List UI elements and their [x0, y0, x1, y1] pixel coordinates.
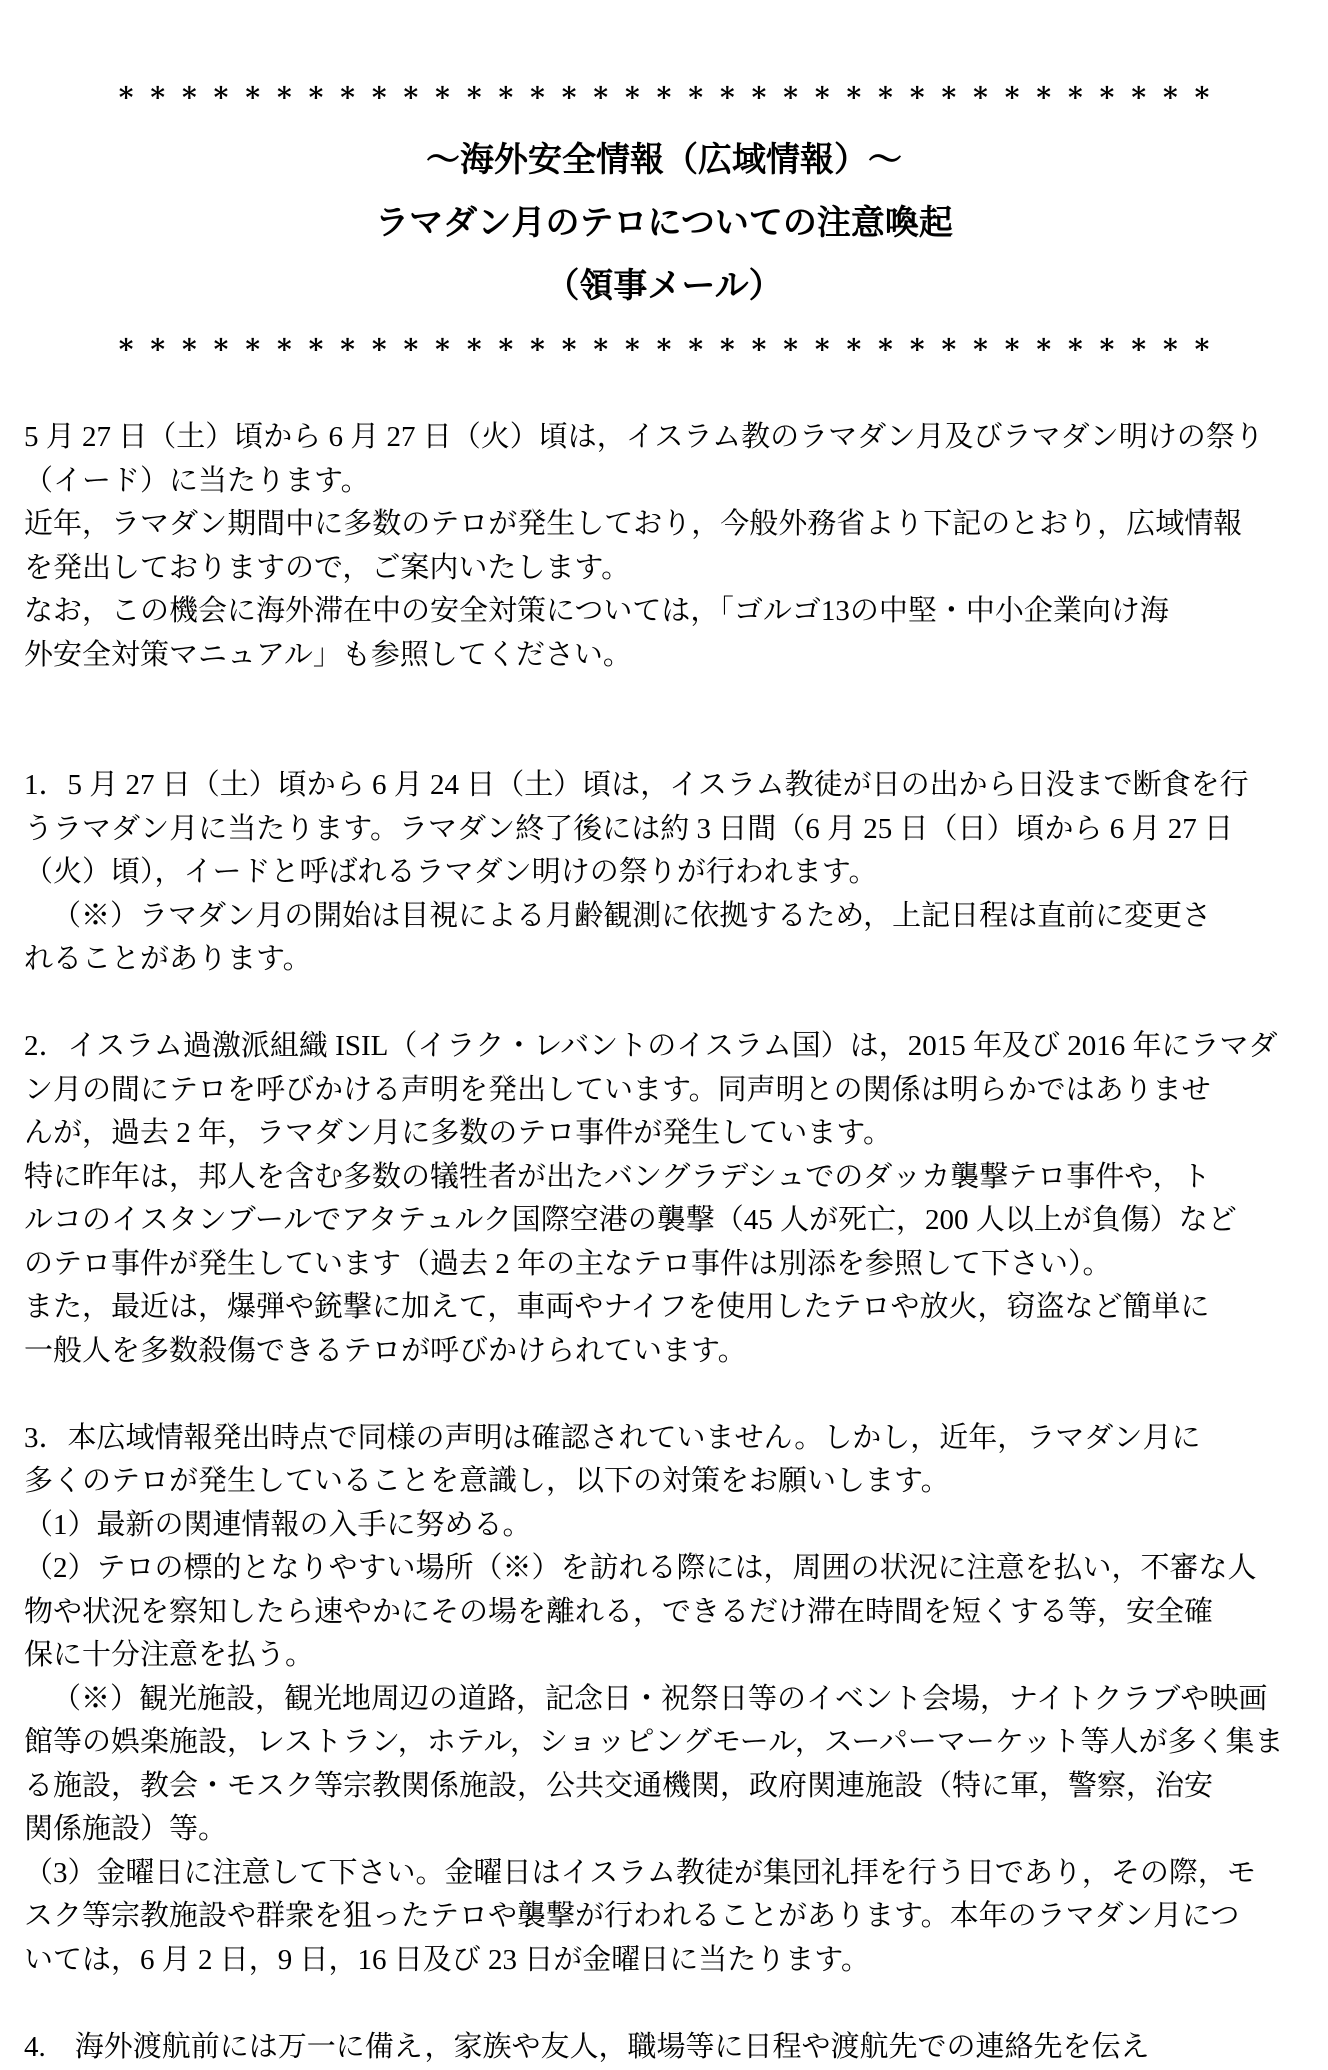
note-line: （※）観光施設，観光地周辺の道路，記念日・祝祭日等のイベント会場，ナイトクラブや映画: [52, 1682, 1268, 1715]
section-2: [24, 1025, 1308, 1373]
intro-paragraph-manual: [24, 590, 1308, 677]
text-line: 近年，ラマダン期間中に多数のテロが発生しており，今般外務省より下記のとおり，広域情報: [24, 508, 1243, 540]
text-line: んが，過去 2 年，ラマダン月に多数のテロ事件が発生しています。: [24, 1117, 892, 1149]
note-line: る施設，教会・モスク等宗教関係施設，公共交通機関，政府関連施設（特に軍，警察，治安: [24, 1769, 1214, 1802]
intro-paragraph-dates: [24, 416, 1308, 503]
text-line: いては，6 月 2 日，9 日，16 日及び 23 日が金曜日に当たります。: [24, 1943, 870, 1976]
text-line: なお，この機会に海外滞在中の安全対策については，「ゴルゴ13の中堅・中小企業向け海: [24, 595, 1169, 627]
text-line: （イード）に当たります。: [24, 464, 370, 497]
list-item-3: （3）金曜日に注意して下さい。金曜日はイスラム教徒が集団礼拝を行う日であり，その際，モ: [24, 1856, 1256, 1889]
text-line: 5 月 27 日（土）頃から 6 月 27 日（火）頃は，イスラム教のラマダン月及びラマダン明けの祭り: [24, 421, 1264, 453]
document-body: [24, 416, 1308, 2069]
text-line: 特に昨年は，邦人を含む多数の犠牲者が出たバングラデシュでのダッカ襲撃テロ事件や，ト: [24, 1160, 1211, 1193]
text-line: ン月の間にテロを呼びかける声明を発出しています。同声明との関係は明らかではありませ: [24, 1073, 1211, 1106]
note-line: れることがあります。: [24, 943, 312, 975]
blank-space: [24, 1982, 1308, 2026]
document-subtitle: ラマダン月のテロについての注意喚起: [375, 205, 953, 242]
section-4: [24, 2026, 1308, 2070]
text-line: スク等宗教施設や群衆を狙ったテロや襲撃が行われることがあります。本年のラマダン月につ: [24, 1900, 1240, 1932]
text-line: 1．5 月 27 日（土）頃から 6 月 24 日（土）頃は，イスラム教徒が日の出から日没まで断食を行: [24, 769, 1249, 801]
text-line: 3．本広域情報発出時点で同様の声明は確認されていません。しかし，近年，ラマダン月に: [24, 1421, 1201, 1454]
text-line: 多くのテロが発生していることを意識し，以下の対策をお願いします。: [24, 1465, 950, 1497]
text-line: 一般人を多数殺傷できるテロが呼びかけられています。: [24, 1334, 747, 1367]
blank-space: [24, 677, 1308, 764]
intro-paragraph-notice: [24, 503, 1308, 590]
blank-space: [24, 1373, 1308, 1417]
text-line: 外安全対策マニュアル」も参照してください。: [24, 638, 632, 671]
asterisk-rule-top: ***********************************: [118, 81, 1227, 114]
document-header: [0, 66, 1328, 381]
text-line: 4. 海外渡航前には万一に備え，家族や友人，職場等に日程や渡航先での連絡先を伝え: [24, 2030, 1150, 2063]
text-line: 2．イスラム過激派組織 ISIL（イラク・レバントのイスラム国）は，2015 年及び 2016 年にラマダ: [24, 1030, 1278, 1062]
text-line: うラマダン月に当たります。ラマダン終了後には約 3 日間（6 月 25 日（日）頃から 6 月 27 日: [24, 812, 1234, 845]
document-title: ～海外安全情報（広域情報）～: [426, 142, 902, 179]
document-tag: （領事メール）: [545, 268, 783, 305]
text-line: 物や状況を察知したら速やかにその場を離れる，できるだけ滞在時間を短くする等，安全確: [24, 1595, 1214, 1628]
note-line: 関係施設）等。: [24, 1813, 228, 1845]
text-line: を発出しておりますので，ご案内いたします。: [24, 551, 631, 584]
list-item-1: （1）最新の関連情報の入手に努める。: [24, 1508, 532, 1541]
blank-space: [24, 982, 1308, 1026]
text-line: ルコのイスタンブールでアタテュルク国際空港の襲撃（45 人が死亡，200 人以上が負傷）など: [24, 1204, 1237, 1236]
section-1: [24, 764, 1308, 982]
section-3: [24, 1417, 1308, 1983]
note-line: （※）ラマダン月の開始は目視による月齢観測に依拠するため，上記日程は直前に変更さ: [52, 899, 1212, 932]
text-line: のテロ事件が発生しています（過去 2 年の主なテロ事件は別添を参照して下さい）。: [24, 1247, 1112, 1280]
text-line: 保に十分注意を払う。: [24, 1639, 315, 1671]
note-line: 館等の娯楽施設，レストラン，ホテル，ショッピングモール，スーパーマーケット等人が多く集ま: [24, 1726, 1284, 1758]
text-line: また，最近は，爆弾や銃撃に加えて，車両やナイフを使用したテロや放火，窃盗など簡単に: [24, 1291, 1210, 1323]
asterisk-rule-bottom: ***********************************: [118, 333, 1227, 366]
list-item-2: （2）テロの標的となりやすい場所（※）を訪れる際には，周囲の状況に注意を払い，不審な人: [24, 1552, 1257, 1584]
text-line: （火）頃），イードと呼ばれるラマダン明けの祭りが行われます。: [24, 856, 878, 888]
